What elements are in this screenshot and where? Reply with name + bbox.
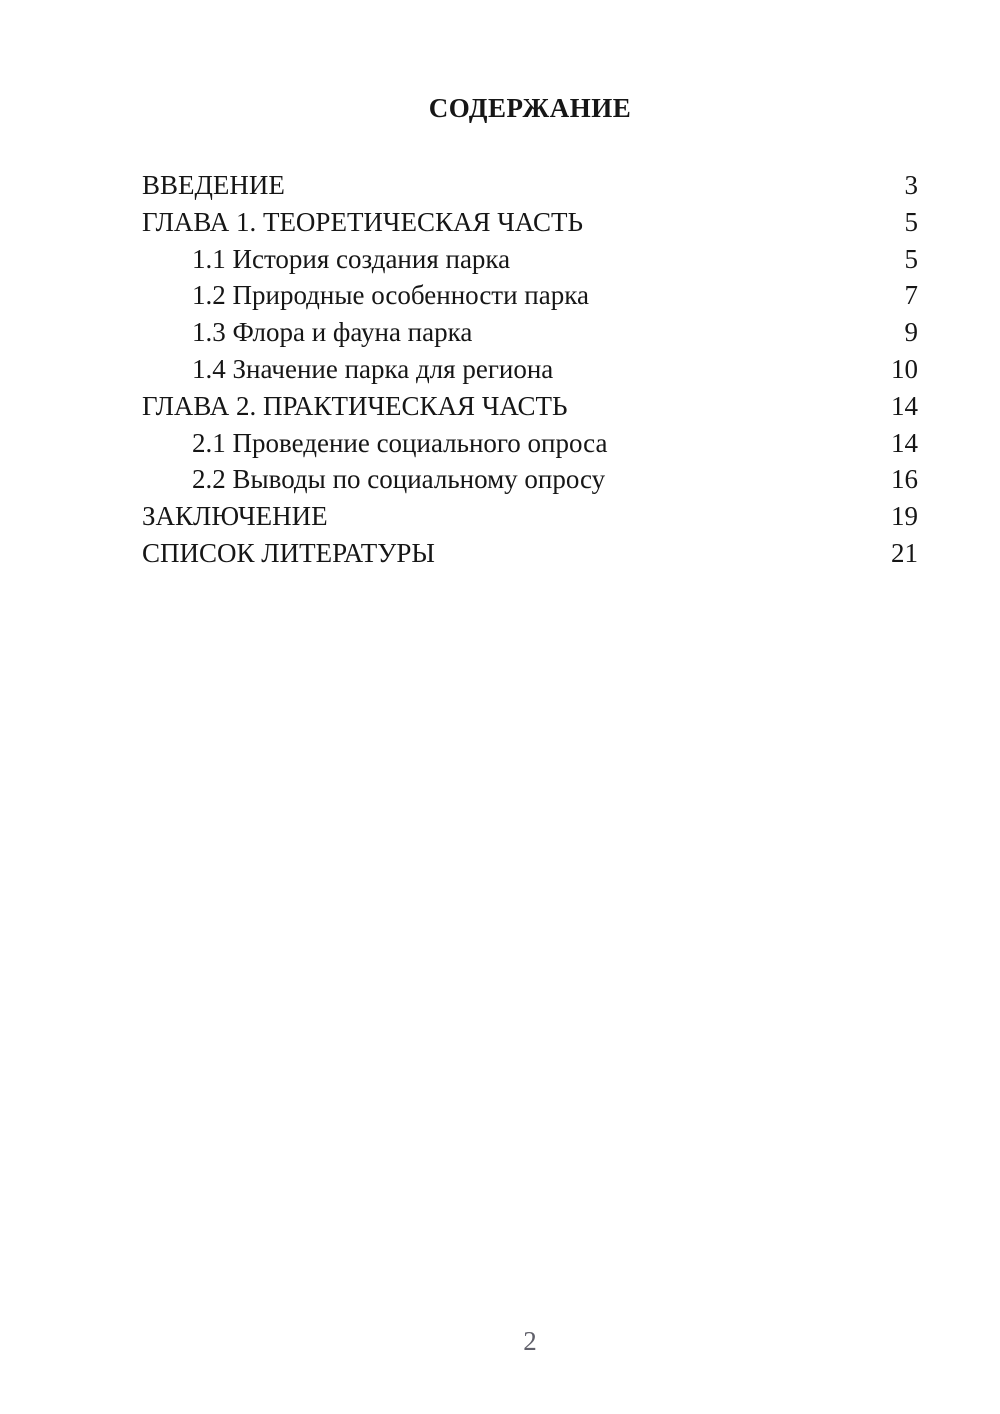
toc-entry-label: ВВЕДЕНИЕ xyxy=(142,170,285,200)
toc-entry xyxy=(142,425,918,462)
toc-list xyxy=(142,167,918,572)
toc-entry-page: 14 xyxy=(891,390,918,421)
toc-entry-page: 3 xyxy=(904,170,918,200)
toc-entry xyxy=(142,167,918,204)
toc-entry-page: 10 xyxy=(891,353,918,384)
toc-entry-label: ГЛАВА 2. ПРАКТИЧЕСКАЯ ЧАСТЬ xyxy=(142,390,568,421)
toc-entry-page: 21 xyxy=(891,537,918,568)
toc-entry xyxy=(142,351,918,388)
toc-entry-page: 5 xyxy=(904,206,918,237)
page-number-footer: 2 xyxy=(523,1326,537,1356)
toc-entry-label: 2.2 Выводы по социальному опросу xyxy=(192,464,606,495)
toc-entry-label: 2.1 Проведение социального опроса xyxy=(192,427,608,458)
toc-entry xyxy=(142,241,918,278)
toc-entry-page: 5 xyxy=(904,243,918,274)
toc-entry xyxy=(142,461,918,498)
toc-entry-label: 1.2 Природные особенности парка xyxy=(192,280,589,311)
toc-entry xyxy=(142,314,918,351)
toc-entry-page: 19 xyxy=(891,501,918,532)
toc-entry-label: ГЛАВА 1. ТЕОРЕТИЧЕСКАЯ ЧАСТЬ xyxy=(142,206,583,237)
toc-entry-page: 16 xyxy=(891,464,918,495)
toc-entry-label: 1.3 Флора и фауна парка xyxy=(192,317,473,348)
page-title: СОДЕРЖАНИЕ xyxy=(428,93,632,123)
toc-entry-label: 1.4 Значение парка для региона xyxy=(192,353,554,384)
toc-entry-label: ЗАКЛЮЧЕНИЕ xyxy=(142,501,328,532)
toc-entry-label: СПИСОК ЛИТЕРАТУРЫ xyxy=(142,537,435,568)
toc-entry-page: 9 xyxy=(904,317,918,348)
toc-entry xyxy=(142,388,918,425)
toc-entry-label: 1.1 История создания парка xyxy=(192,243,511,274)
toc-entry xyxy=(142,535,918,572)
toc-entry xyxy=(142,498,918,535)
toc-entry xyxy=(142,204,918,241)
toc-entry-page: 14 xyxy=(891,427,918,458)
toc-entry-page: 7 xyxy=(904,280,918,311)
toc-entry xyxy=(142,277,918,314)
